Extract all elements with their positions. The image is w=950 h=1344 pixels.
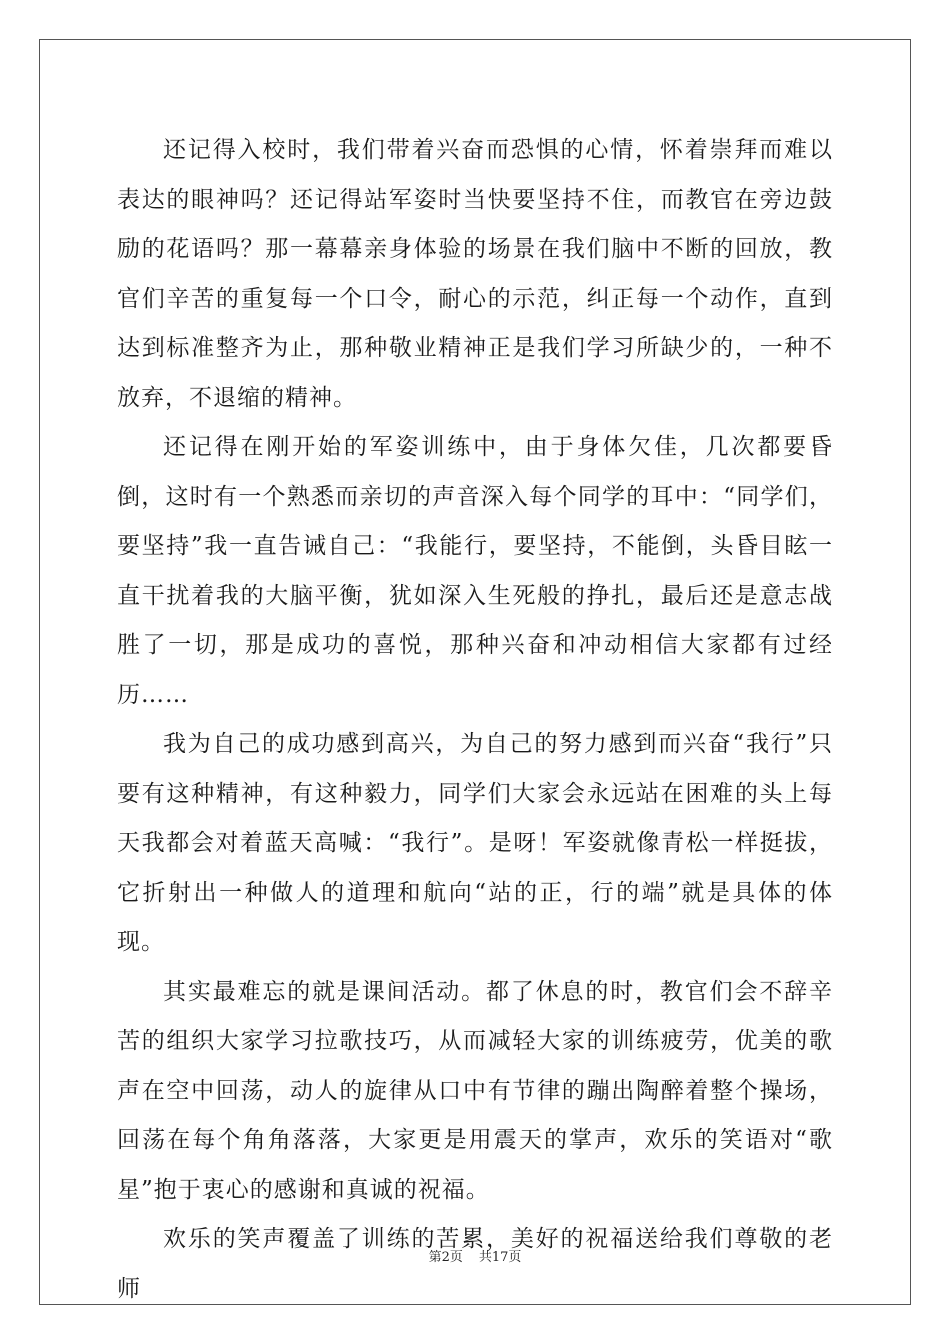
total-pages: 共17页	[478, 1250, 522, 1265]
paragraph: 欢乐的笑声覆盖了训练的苦累，美好的祝福送给我们尊敬的老师	[117, 1226, 833, 1302]
paragraph: 其实最难忘的就是课间活动。都了休息的时，教官们会不辞辛苦的组织大家学习拉歌技巧，从而减轻大家的训练疲劳，优美的歌声在空中回荡，动人的旋律从口中有节律的蹦出陶醉着整个操场，回荡在每个角角落落，大家更是用震天的掌声，欢乐的笑语对“歌星”抱于衷心的感谢和真诚的祝福。	[117, 978, 833, 1203]
paragraph: 还记得入校时，我们带着兴奋而恐惧的心情，怀着崇拜而难以表达的眼神吗？还记得站军姿时当快要坚持不住，而教官在旁边鼓励的花语吗？那一幕幕亲身体验的场景在我们脑中不断的回放，教官们辛苦的重复每一个口令，耐心的示范，纠正每一个动作，直到达到标准整齐为止，那种敬业精神正是我们学习所缺少的，一种不放弃，不退缩的精神。	[117, 137, 833, 411]
page-footer	[0, 1246, 950, 1265]
paragraph: 我为自己的成功感到高兴，为自己的努力感到而兴奋“我行”只要有这种精神，有这种毅力，同学们大家会永远站在困难的头上每天我都会对着蓝天高喊：“我行”。是呀！军姿就像青松一样挺拔，它折射出一种做人的道理和航向“站的正，行的端”就是具体的体现。	[117, 731, 833, 955]
paragraph: 还记得在刚开始的军姿训练中，由于身体欠佳，几次都要昏倒，这时有一个熟悉而亲切的声音深入每个同学的耳中：“同学们，要坚持”我一直告诫自己：“我能行，要坚持，不能倒，头昏目眩一直干扰着我的大脑平衡，犹如深入生死般的挣扎，最后还是意志战胜了一切，那是成功的喜悦，那种兴奋和冲动相信大家都有过经历……	[117, 434, 833, 708]
document-body	[117, 126, 833, 1314]
page-number: 第2页	[428, 1250, 463, 1265]
